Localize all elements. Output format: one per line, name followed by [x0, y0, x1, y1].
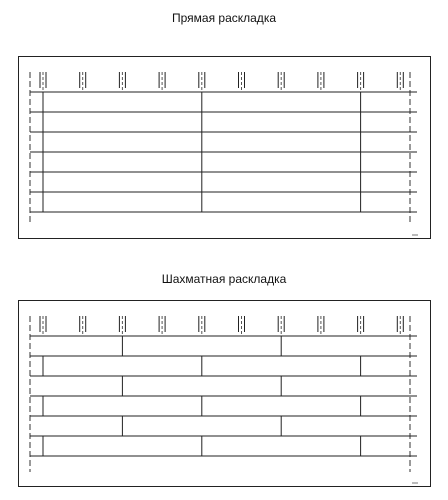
panel-frame [19, 301, 431, 487]
straight-layout-diagram [0, 56, 448, 242]
straight-layout-title: Прямая раскладка [171, 11, 276, 25]
staggered-layout-diagram [0, 300, 448, 490]
panel-frame [19, 57, 431, 239]
staggered-layout-title: Шахматная раскладка [161, 272, 287, 286]
